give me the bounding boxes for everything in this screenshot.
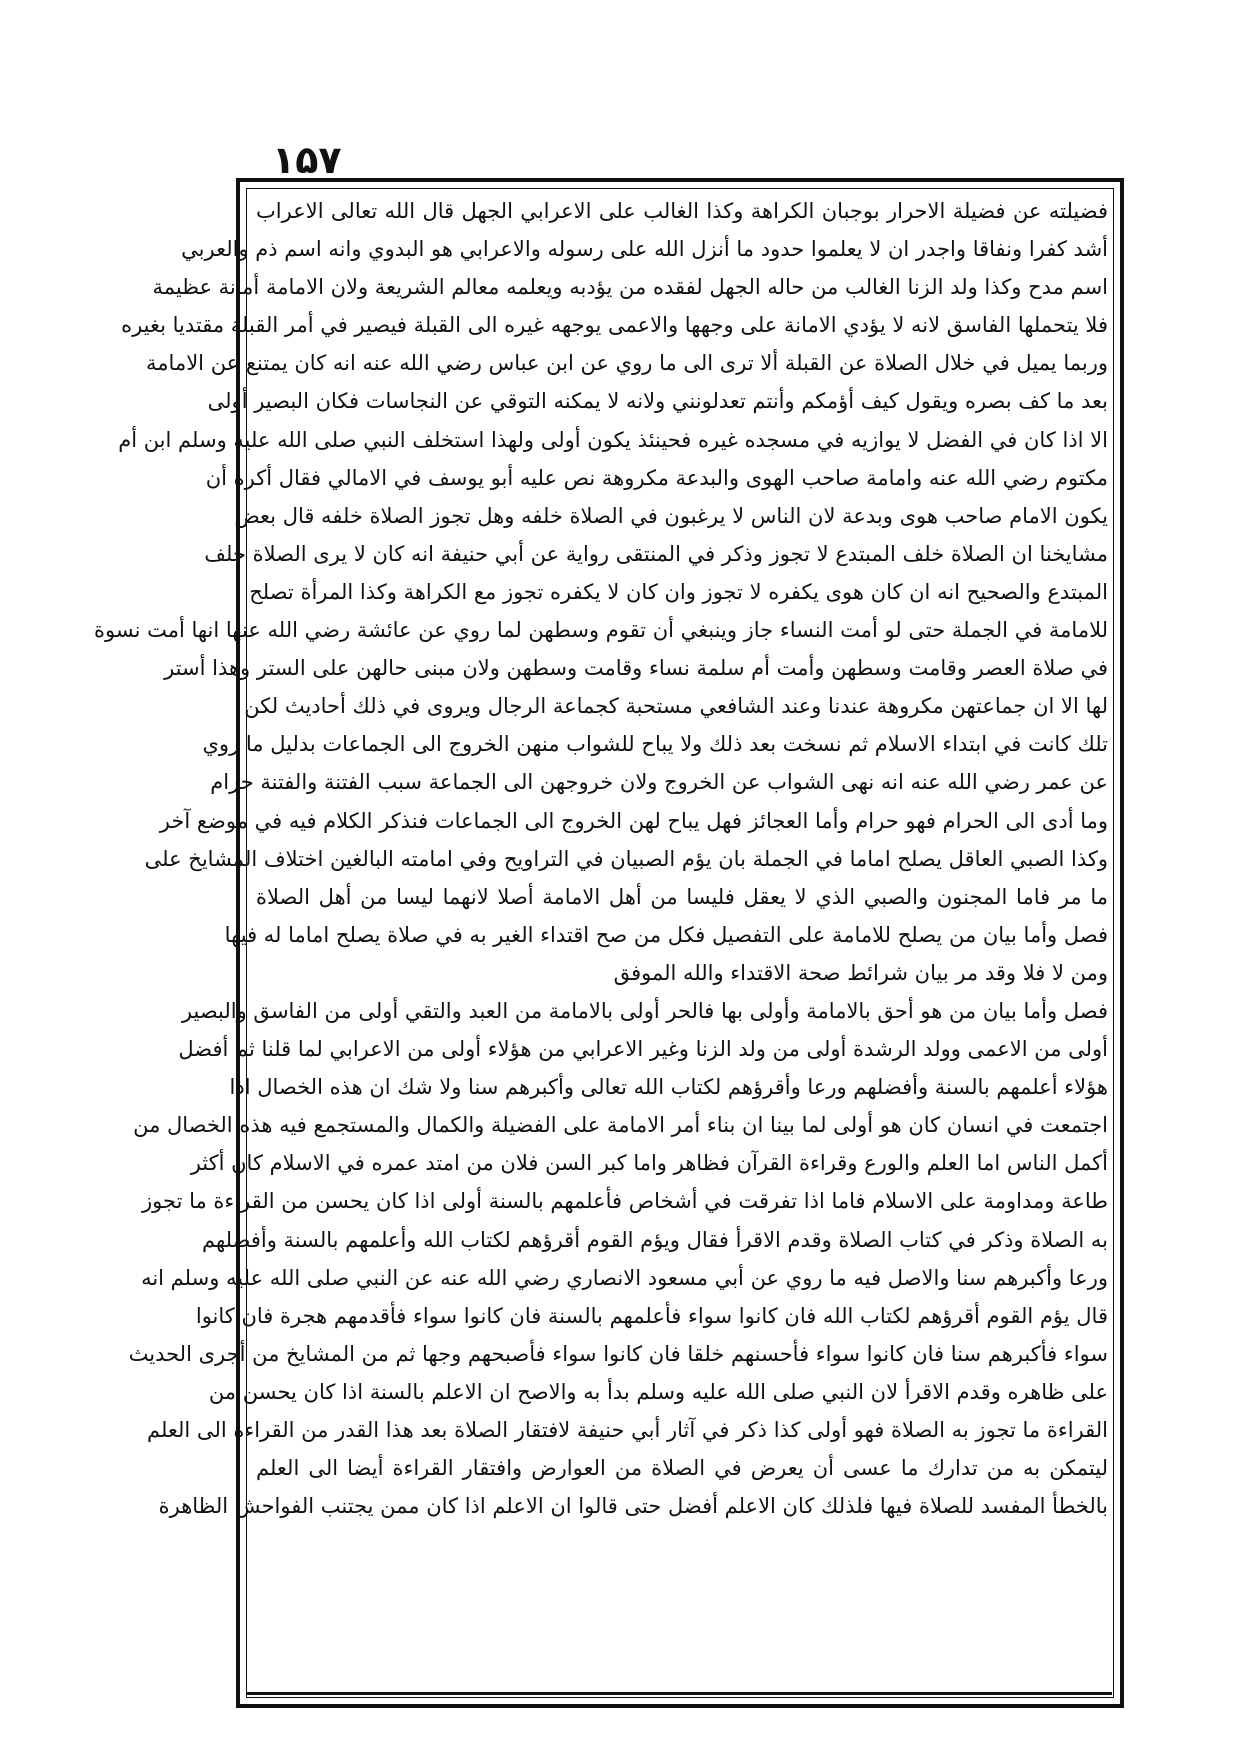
text-line: قال يؤم القوم أقرؤهم لكتاب الله فان كانوا سواء فأعلمهم بالسنة فان كانوا سواء فأقدمهم هجرة فان كانوا — [195, 1303, 1108, 1328]
text-line: الا اذا كان في الفضل لا يوازيه في مسجده غيره فحينئذ يكون أولى ولهذا استخلف النبي صلى الله عليه وسلم ابن أم — [118, 427, 1108, 452]
page-number: ۱۵۷ — [272, 138, 342, 182]
text-line: وما أدى الى الحرام فهو حرام وأما العجائز فهل يباح لهن الخروج الى الجماعات فنذكر الكلام فيه في موضع آخر — [159, 808, 1108, 833]
text-line: بعد ما كف بصره ويقول كيف أؤمكم وأنتم تعدلونني ولانه لا يمكنه التوقي عن النجاسات فكان البصير أولى — [207, 389, 1108, 414]
text-line: للامامة في الجملة حتى لو أمت النساء جاز وينبغي أن تقوم وسطهن لما روي عن عائشة رضي الله عنها انها أمت نسوة — [93, 618, 1108, 643]
text-line: ما مر فاما المجنون والصبي الذي لا يعقل فليسا من أهل الامامة أصلا لانهما ليسا من أهل الصلاة — [256, 884, 1108, 909]
text-line: أولى من الاعمى وولد الرشدة أولى من ولد الزنا وغير الاعرابي من هؤلاء أولى من الاعرابي لما قلنا ثم أفضل — [178, 1037, 1108, 1062]
text-line: وكذا الصبي العاقل يصلح اماما في الجملة بان يؤم الصبيان في التراويح وفي امامته البالغين اختلاف المشايخ على — [144, 846, 1108, 871]
text-line: فضيلته عن فضيلة الاحرار بوجبان الكراهة وكذا الغالب على الاعرابي الجهل قال الله تعالى الاعراب — [256, 199, 1108, 223]
text-line: ليتمكن به من تدارك ما عسى أن يعرض في الصلاة من العوارض وافتقار القراءة أيضا الى العلم — [256, 1456, 1108, 1481]
text-line: هؤلاء أعلمهم بالسنة وأفضلهم ورعا وأقرؤهم لكتاب الله تعالى وأكبرهم سنا ولا شك ان هذه الخصال اذا — [229, 1075, 1108, 1100]
text-line: يكون الامام صاحب هوى وبدعة لان الناس لا يرغبون في الصلاة خلفه وهل تجوز الصلاة خلفه قال بعض — [234, 503, 1108, 528]
text-line: وربما يميل في خلال الصلاة عن القبلة ألا ترى الى ما روي عن ابن عباس رضي الله عنه انه كان يمتنع عن الامامة — [146, 351, 1108, 376]
text-line: لها الا ان جماعتهن مكروهة عندنا وعند الشافعي مستحبة كجماعة الرجال ويروى في ذلك أحاديث لكن — [244, 694, 1108, 719]
text-line: طاعة ومداومة على الاسلام فاما اذا تفرقت في أشخاص فأعلمهم بالسنة أولى اذا كان يحسن من القراءة ما تجوز — [142, 1189, 1108, 1214]
text-line: فصل وأما بيان من هو أحق بالامامة وأولى بها فالحر أولى بالامامة من العبد والتقي أولى من الفاسق والبصير — [181, 998, 1108, 1023]
text-line: سواء فأكبرهم سنا فان كانوا سواء فأحسنهم خلقا فان كانوا سواء فأصبحهم وجها ثم من المشايخ من أجرى الحديث — [128, 1341, 1108, 1366]
text-line: ورعا وأكبرهم سنا والاصل فيه ما روي عن أبي مسعود الانصاري رضي الله عنه عن النبي صلى الله عليه وسلم انه — [141, 1265, 1108, 1290]
text-line: بالخطأ المفسد للصلاة فيها فلذلك كان الاعلم أفضل حتى قالوا ان الاعلم اذا كان ممن يجتنب الفواحش الظاهرة — [158, 1494, 1108, 1519]
text-line: فصل وأما بيان من يصلح للامامة على التفصيل فكل من صح اقتداء الغير به في صلاة يصلح اماما له فيها — [224, 922, 1108, 947]
text-line: أكمل الناس اما العلم والورع وقراءة القرآن فظاهر واما كبر السن فلان من امتد عمره في الاسلام كان أكثر — [190, 1151, 1108, 1176]
text-line: به الصلاة وذكر في كتاب الصلاة وقدم الاقرأ فقال ويؤم القوم أقرؤهم لكتاب الله وأعلمهم بالسنة وأفضلهم — [202, 1227, 1108, 1252]
bottom-rule — [246, 1692, 1112, 1695]
text-line: أشد كفرا ونفاقا واجدر ان لا يعلموا حدود ما أنزل الله على رسوله والاعرابي هو البدوي وانه اسم ذم والعربي — [181, 237, 1108, 262]
text-line: القراءة ما تجوز به الصلاة فهو أولى كذا ذكر في آثار أبي حنيفة لافتقار الصلاة بعد هذا القدر من القراءة الى العلم — [146, 1418, 1108, 1442]
text-line: مشايخنا ان الصلاة خلف المبتدع لا تجوز وذكر في المنتقى رواية عن أبي حنيفة انه كان لا يرى الصلاة خلف — [204, 541, 1108, 566]
text-line: ومن لا فلا وقد مر بيان شرائط صحة الاقتداء والله الموفق — [613, 960, 1108, 985]
text-line: فلا يتحملها الفاسق لانه لا يؤدي الامانة على وجهها والاعمى يوجهه غيره الى القبلة فيصير في أمر القبلة مقتديا بغيره — [121, 313, 1108, 338]
text-line: المبتدع والصحيح انه ان كان هوى يكفره لا تجوز وان كان لا يكفره تجوز مع الكراهة وكذا المرأة تصلح — [249, 579, 1108, 604]
text-line: عن عمر رضي الله عنه انه نهى الشواب عن الخروج ولان خروجهن الى الجماعة سبب الفتنة والفتنة حرام — [210, 770, 1108, 795]
text-line: تلك كانت في ابتداء الاسلام ثم نسخت بعد ذلك ولا يباح للشواب منهن الخروج الى الجماعات بدليل ما روي — [202, 732, 1108, 757]
text-line: مكتوم رضي الله عنه وامامة صاحب الهوى والبدعة مكروهة نص عليه أبو يوسف في الامالي فقال أكره أن — [205, 465, 1108, 490]
text-line: على ظاهره وقدم الاقرأ لان النبي صلى الله عليه وسلم بدأ به والاصح ان الاعلم بالسنة اذا كان يحسن من — [208, 1379, 1108, 1404]
text-line: اجتمعت في انسان كان هو أولى لما بينا ان بناء أمر الامامة على الفضيلة والكمال والمستجمع فيه هذه الخصال من — [133, 1113, 1108, 1138]
text-line: اسم مدح وكذا ولد الزنا الغالب من حاله الجهل لفقده من يؤدبه ويعلمه معالم الشريعة ولان الامامة أمانة عظيمة — [152, 275, 1108, 300]
text-line: في صلاة العصر وقامت وسطهن وأمت أم سلمة نساء وقامت وسطهن ولان مبنى حالهن على الستر وهذا أستر — [164, 656, 1108, 681]
body-text — [93, 192, 1108, 1525]
